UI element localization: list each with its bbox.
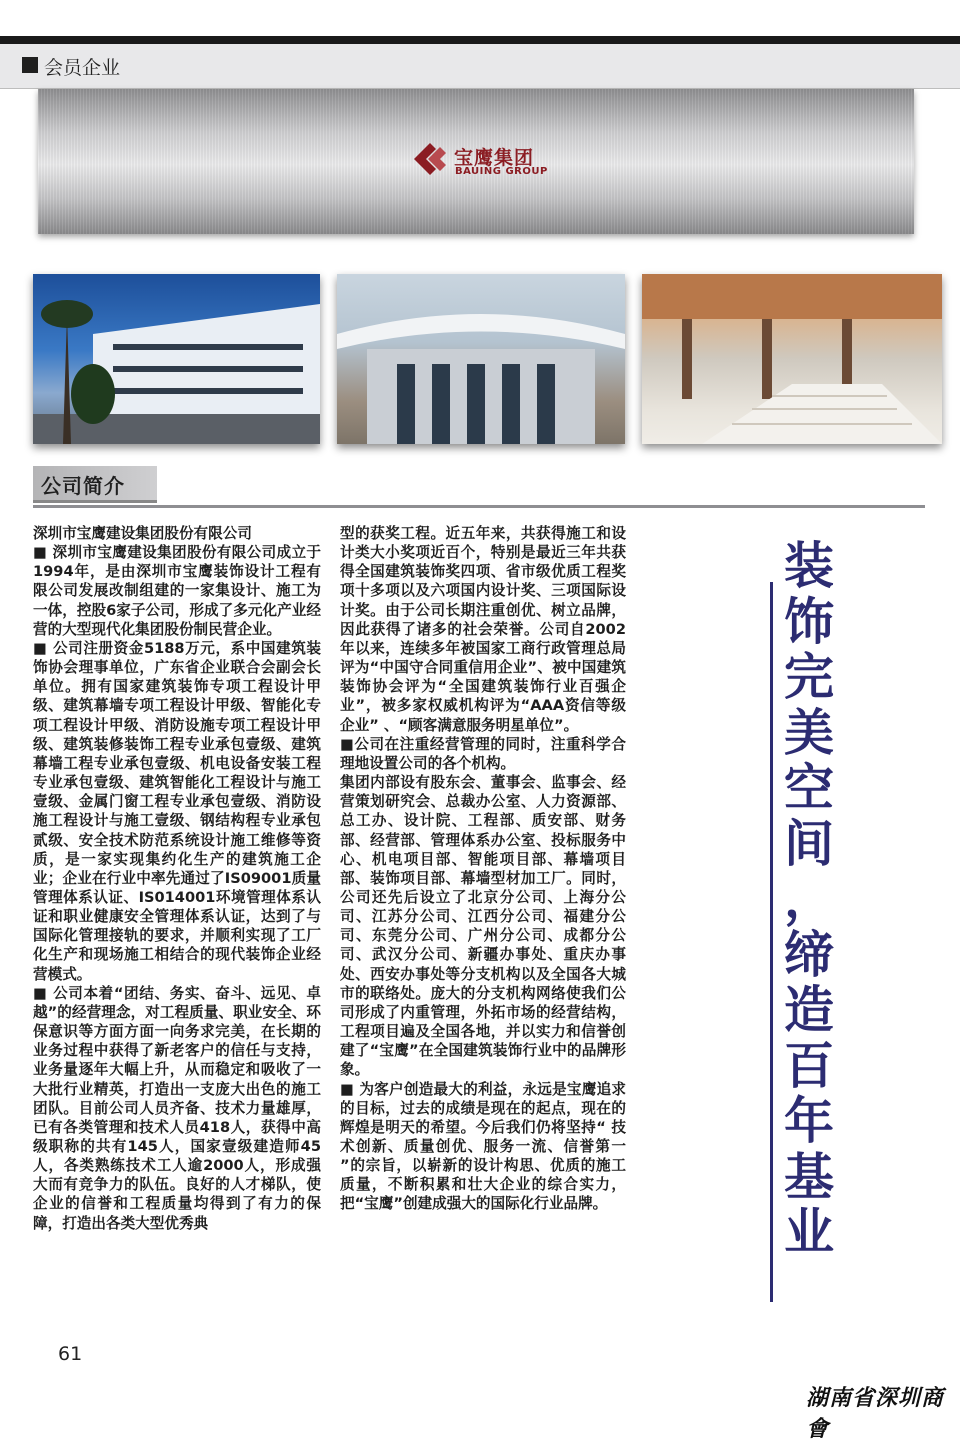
slogan-char: 基 — [784, 1146, 834, 1206]
section-divider — [33, 505, 925, 508]
section-title: 会员企业 — [44, 57, 121, 79]
logo-name-cn: 宝鹰集团 — [454, 147, 535, 169]
company-banner — [38, 89, 914, 234]
slogan-char: 年 — [784, 1091, 834, 1150]
publisher-footer: 湖南省深圳商會 — [806, 1385, 945, 1442]
slogan-char: 完 — [784, 647, 834, 706]
paragraph: 型的获奖工程。近五年来，共获得施工和设计类大小奖项近百个，特别是最近三年共获得全国建筑装饰奖四项、省市级优质工程奖项十多项以及六项国内设计奖、三项国际设计奖。由于公司长期注重创优、树立品牌，因此获得了诸多的社会荣誉。公司自2002年以来，连续多年被国家工商行政管理总局评为“中国守合同重信用企业”、被中国建筑装饰协会评为“全国建筑装饰行业百强企业”，被多家权威机构评为“AAA资信等级企业” 、“顾客满意服务明星单位”。 — [340, 525, 626, 734]
slogan-rule — [770, 582, 773, 1302]
paragraph: ■ 为客户创造最大的利益，永远是宝鹰追求的目标，过去的成绩是现在的起点，现在的辉煌是明天的希望。今后我们仍将坚持“ 技术创新、质量创优、服务一流、信誉第一 ”的宗旨，以崭新的设计构思、优质的施工质量，不断积累和壮大企业的综合实力，把“宝鹰”创建成强大的国际化行业品牌。 — [340, 1080, 626, 1213]
slogan-char: 装 — [784, 536, 834, 595]
paragraph: 深圳市宝鹰建设集团股份有限公司 — [33, 525, 252, 542]
paragraph: ■公司在注重经营管理的同时，注重科学合理地设置公司的各个机构。 — [340, 735, 626, 772]
paragraph: ■ 公司本着“团结、务实、奋斗、远见、卓越”的经营理念，对工程质量、职业安全、环保意识等方面方面一向务求完美，在长期的业务过程中获得了新老客户的信任与支持，业务量逐年大幅上升，从而稳定和吸收了一大批行业精英，打造出一支庞大出色的施工团队。目前公司人员齐备、技术力量雄厚，已有各类管理和技术人员418人，获得中高级职称的共有145人，国家壹级建造师45人，各类熟练技术工人逾2000人，形成强大而有竞争力的队伍。良好的人才梯队，使企业的信誉和工程质量均得到了有力的保障，打造出各类大型优秀典 — [33, 984, 321, 1232]
slogan-char: 饰 — [784, 591, 834, 651]
slogan-char: 空 — [784, 758, 834, 817]
slogan-char: 造 — [784, 980, 834, 1039]
vertical-slogan — [784, 538, 844, 1260]
interior-photo-3 — [642, 274, 942, 444]
paragraph: ■ 公司注册资金5188万元，系中国建筑装饰协会理事单位，广东省企业联合会副会长单位。拥有国家建筑装饰专项工程设计甲级、建筑幕墙专项工程设计甲级、智能化专项工程设计甲级、消防设施专项工程设计甲级、建筑装修装饰工程专业承包壹级、建筑幕墙工程专业承包壹级、机电设备安装工程专业承包壹级、建筑智能化工程设计与施工壹级、金属门窗工程专业承包壹级、消防设施工程设计与施工壹级、钢结构程专业承包贰级、安全技术防范系统设计施工维修等资质，是一家实现集约化生产的建筑施工企业；企业在行业中率先通过了IS09001质量管理体系认证、IS014001环境管理体系认证和职业健康安全管理体系认证，达到了与国际化管理接轨的要求，并顺利实现了工厂化生产和现场施工相结合的现代装饰企业经营模式。 — [33, 639, 321, 983]
paragraph: 集团内部设有股东会、董事会、监事会、经营策划研究会、总裁办公室、人力资源部、总工办、设计院、工程部、质安部、财务部、经营部、管理体系办公室、投标服务中心、机电项目部、智能项目部、幕墙项目部、装饰项目部、幕墙型材加工厂。同时，公司还先后设立了北京分公司、上海分公司、江苏分公司、江西分公司、福建分公司、东莞分公司、广州分公司、成都分公司、武汉分公司、新疆办事处、重庆办事处、西安办事处等分支机构以及全国各大城市的联络处。庞大的分支机构网络使我们公司形成了内重管理，外拓市场的经营结构，工程项目遍及全国各地，并以实力和信誉创建了“宝鹰”在全国建筑装饰行业中的品牌形象。 — [340, 774, 626, 1079]
text-column-middle — [340, 524, 626, 1214]
section-header — [0, 44, 960, 89]
page-number: 61 — [58, 1343, 83, 1365]
slogan-char: 美 — [784, 702, 834, 762]
slogan-char: 间 — [784, 813, 834, 873]
paragraph: ■ 深圳市宝鹰建设集团股份有限公司成立于1994年，是由深圳市宝鹰装饰设计工程有限公司发展改制组建的一家集设计、施工为一体，控股6家子公司，形成了多元化产业经营的大型现代化集团股份制民营企业。 — [33, 544, 321, 638]
company-logo — [410, 141, 580, 181]
text-column-left — [33, 524, 321, 1233]
slogan-char: 百 — [784, 1035, 834, 1095]
logo-name-en: BAUING GROUP — [455, 166, 548, 177]
company-intro-title: 公司简介 — [41, 474, 125, 498]
building-photo-2 — [337, 274, 625, 444]
building-photo-1 — [33, 274, 320, 444]
slogan-char: ， — [784, 869, 834, 928]
company-intro-heading — [33, 466, 157, 503]
bauing-logo-icon — [410, 141, 450, 177]
slogan-char: 业 — [784, 1202, 834, 1261]
top-rule — [0, 36, 960, 44]
square-bullet-icon — [22, 57, 38, 73]
slogan-char: 缔 — [784, 924, 834, 984]
